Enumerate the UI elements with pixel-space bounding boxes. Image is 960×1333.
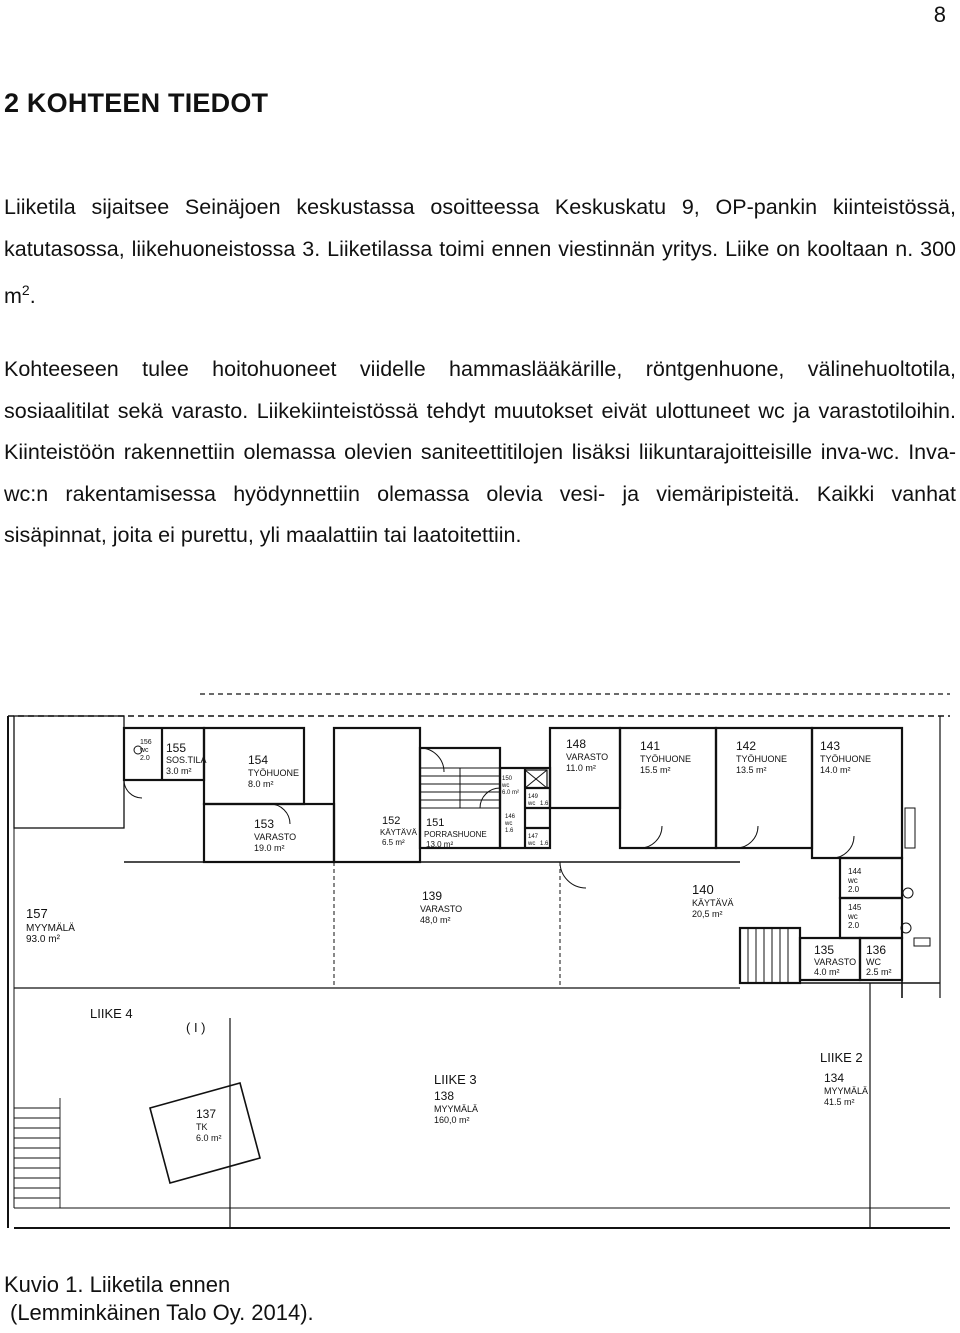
room-135-name: VARASTO [814,957,857,967]
paragraph-description: Kohteeseen tulee hoitohuoneet viidelle hammaslääkärille, röntgenhuone, välinehuoltotila, sosiaalitilat sekä varasto. Liikekiinteistössä tehdyt muutokset eivät ulottuneet wc ja varastotiloihin. Kiinteistöön rakennettiin olemassa olevien saniteettitilojen lisäksi liikuntarajoitteisille inva-wc. Inva-wc:n rakentamisessa hyödynnettiin olemassa olevia vesi- ja viemäripisteitä. Kaikki vanhat sisäpinnat, joita ei purettu, yli maalattiin tai laatoitettiin. [4,357,956,547]
paragraph-location [4,187,956,318]
room-155-area: 3.0 m² [166,766,192,776]
room-137-number: 137 [196,1107,217,1121]
room-139-area: 48,0 m² [420,915,451,925]
room-150-number: 150 [502,776,513,782]
room-146-area: 1.6 [505,828,514,834]
room-137-area: 6.0 m² [196,1133,222,1143]
zone-labels [90,1006,863,1087]
room-134-number: 134 [824,1071,845,1085]
room-154-name: TYÖHUONE [248,768,300,778]
room-136-number: 136 [866,943,887,957]
room-154-area: 8.0 m² [248,779,274,789]
room-141-number: 141 [640,739,661,753]
room-151-name: PORRASHUONE [424,830,487,839]
room-139-number: 139 [422,889,443,903]
room-145-number: 145 [848,903,862,912]
room-147-name: wc [528,841,536,847]
room-143-number: 143 [820,739,841,753]
room-152-number: 152 [382,815,401,827]
room-157-area: 93.0 m² [26,934,60,945]
page-number: 8 [933,2,946,27]
room-148-area: 11.0 m² [566,763,596,773]
room-136-area: 2.5 m² [866,967,892,977]
room-156-number: 156 [140,739,152,746]
caption-line-2: (Lemminkäinen Talo Oy. 2014). [10,1300,314,1325]
room-155-name: SOS.TILA [166,755,207,765]
room-137-name: TK [196,1122,208,1132]
room-141-name: TYÖHUONE [640,754,692,764]
room-149-area: 1.6 [540,801,549,807]
room-135-area: 4.0 m² [814,967,840,977]
room-134-area: 41.5 m² [824,1097,855,1107]
room-155-number: 155 [166,741,187,755]
room-142-number: 142 [736,739,757,753]
room-136-name: WC [866,957,881,967]
room-144-area: 2.0 [848,885,860,894]
paragraph-location-end: . [29,284,36,309]
section-heading: 2 KOHTEEN TIEDOT [4,88,269,118]
room-157-name: MYYMÄLÄ [26,923,75,934]
room-142-area: 13.5 m² [736,765,767,775]
room-138-area: 160,0 m² [434,1115,470,1125]
room-147-area: 1.6 [540,841,549,847]
room-146-name: wc [505,821,513,827]
room-140-number: 140 [692,882,714,897]
room-153-name: VARASTO [254,832,297,842]
room-143-area: 14.0 m² [820,765,851,775]
room-143-name: TYÖHUONE [820,754,872,764]
room-149-number: 149 [528,794,539,800]
room-157-number: 157 [26,906,48,921]
room-152-name: KÄYTÄVÄ [380,828,417,837]
room-151-number: 151 [426,817,445,829]
room-146-number: 146 [505,814,516,820]
room-156-name: wc [140,747,149,754]
room-140-name: KÄYTÄVÄ [692,898,734,908]
paragraph-location-text: Liiketila sijaitsee Seinäjoen keskustassa osoitteessa Keskuskatu 9, OP-pankin kiinteistössä, katutasossa, liikehuoneistossa 3. Liiketilassa toimi ennen viestinnän yritys. Liike on kooltaan n. 300 m [4,195,956,309]
room-149-name: wc [528,801,536,807]
room-154-number: 154 [248,753,269,767]
room-140-area: 20,5 m² [692,909,723,919]
walls [8,694,950,1228]
floor-plan [0,688,960,1260]
room-135-number: 135 [814,943,835,957]
room-144-number: 144 [848,867,862,876]
room-139-name: VARASTO [420,904,463,914]
room-153-number: 153 [254,817,275,831]
room-138-name: MYYMÄLÄ [434,1104,479,1114]
room-151-area: 13.0 m² [426,840,454,849]
room-142-name: TYÖHUONE [736,754,788,764]
zone-marker: ( I ) [186,1020,206,1035]
room-148-number: 148 [566,737,587,751]
room-148-name: VARASTO [566,752,609,762]
room-138-number: 138 [434,1089,455,1103]
zone-liike-4: LIIKE 4 [90,1006,133,1021]
room-145-name: wc [848,912,858,921]
room-152-area: 6.5 m² [382,838,405,847]
room-144-name: wc [848,876,858,885]
zone-liike-3: LIIKE 3 [434,1072,477,1087]
room-150-area: 6.0 m² [502,790,520,796]
caption-line-1: Kuvio 1. Liiketila ennen [4,1272,231,1297]
room-156-area: 2.0 [140,755,150,762]
room-134-name: MYYMÄLÄ [824,1086,869,1096]
room-153-area: 19.0 m² [254,843,285,853]
superscript-2: 2 [21,282,30,298]
room-141-area: 15.5 m² [640,765,671,775]
room-145-area: 2.0 [848,921,860,930]
room-150-name: wc [502,783,510,789]
zone-liike-2: LIIKE 2 [820,1050,863,1065]
figure-caption [4,1271,314,1327]
room-147-number: 147 [528,834,539,840]
